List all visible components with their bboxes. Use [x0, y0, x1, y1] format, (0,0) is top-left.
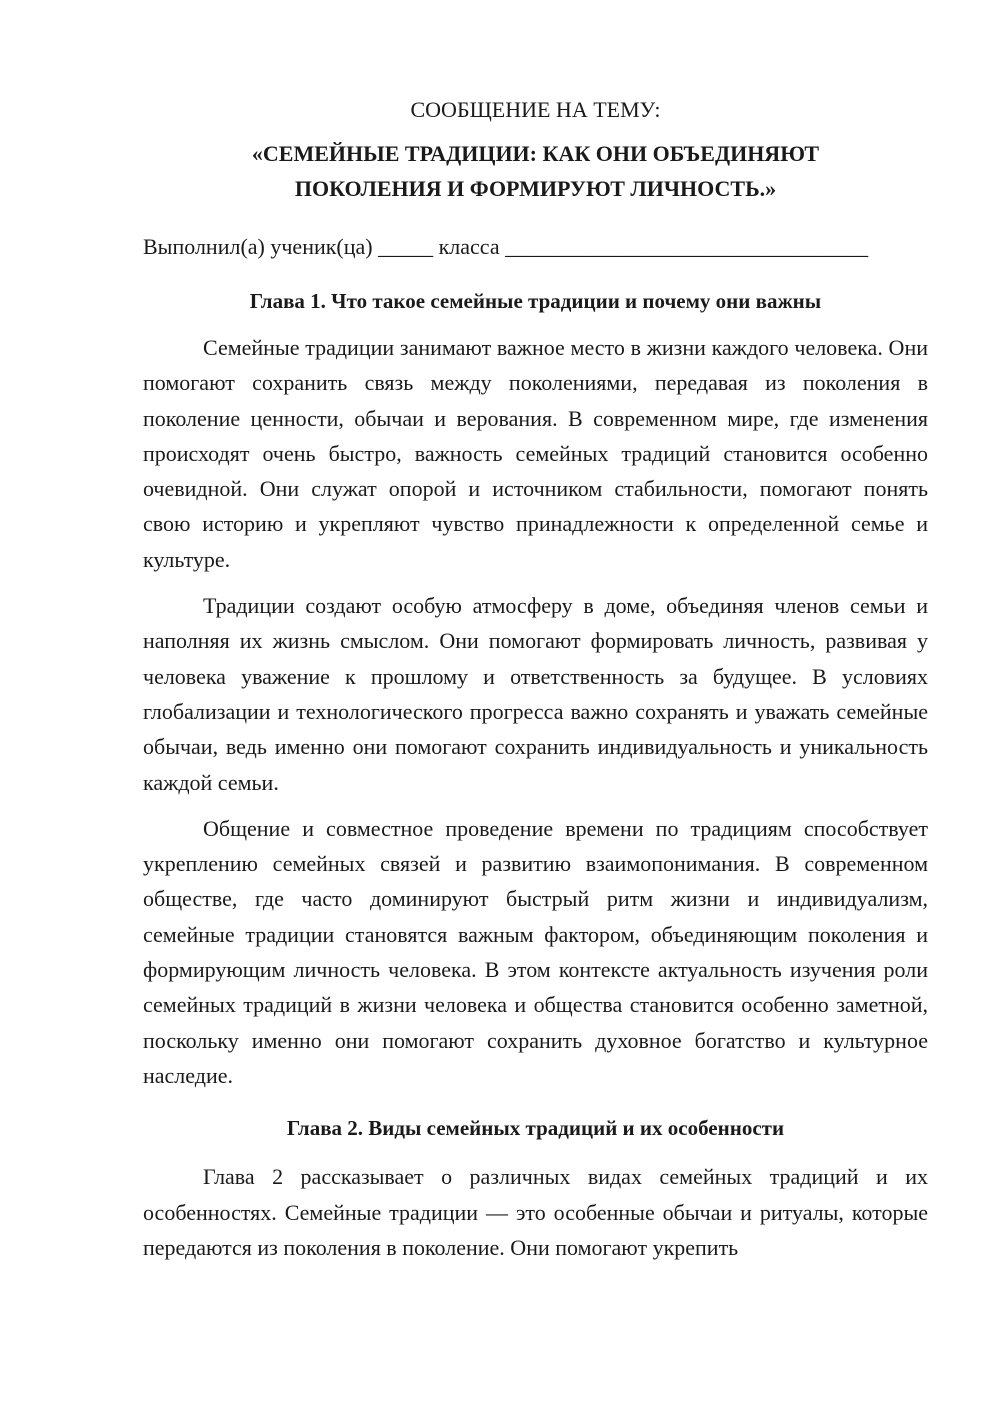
chapter-2-heading: Глава 2. Виды семейных традиций и их особенности: [286, 1116, 785, 1141]
title-line-1: «СЕМЕЙНЫЕ ТРАДИЦИИ: КАК ОНИ ОБЪЕДИНЯЮТ: [251, 141, 820, 166]
document-title: [143, 136, 928, 206]
chapter-1-heading: Глава 1. Что такое семейные традиции и почему они важны: [249, 289, 822, 313]
chapter-2-paragraph-1: Глава 2 рассказывает о различных видах семейных традиций и их особенностях. Семейные традиции — это особенные обычаи и ритуалы, которые передаются из поколения в поколение. Они помогают укрепить: [143, 1164, 928, 1260]
title-line-2: ПОКОЛЕНИЯ И ФОРМИРУЮТ ЛИЧНОСТЬ.»: [294, 176, 777, 201]
chapter-1-paragraph-1: Семейные традиции занимают важное место в жизни каждого человека. Они помогают сохранить связь между поколениями, передавая из поколения в поколение ценности, обычаи и верования. В современном мире, где изменения происходят очень быстро, важность семейных традиций становится особенно очевидной. Они служат опорой и источником стабильности, помогают понять свою историю и укрепляют чувство принадлежности к определенной семье и культуре.: [143, 335, 928, 572]
subject-line: СООБЩЕНИЕ НА ТЕМУ:: [410, 97, 661, 122]
document-page: [143, 92, 928, 1265]
chapter-1-paragraph-2: Традиции создают особую атмосферу в доме, объединяя членов семьи и наполняя их жизнь смыслом. Они помогают формировать личность, развивая у человека уважение к прошлому и ответственность за будущее. В условиях глобализации и технологического прогресса важно сохранять и уважать семейные обычаи, ведь именно они помогают сохранить индивидуальность и уникальность каждой семьи.: [143, 593, 928, 795]
chapter-1-paragraph-3: Общение и совместное проведение времени по традициям способствует укреплению семейных связей и развитию взаимопонимания. В современном обществе, где часто доминируют быстрый ритм жизни и индивидуализм, семейные традиции становятся важным фактором, объединяющим поколения и формирующим личность человека. В этом контексте актуальность изучения роли семейных традиций в жизни человека и общества становится особенно заметной, поскольку именно они помогают сохранить духовное богатство и культурное наследие.: [143, 815, 928, 1088]
author-line: Выполнил(а) ученик(ца) _____ класса _________________________________: [143, 234, 869, 259]
